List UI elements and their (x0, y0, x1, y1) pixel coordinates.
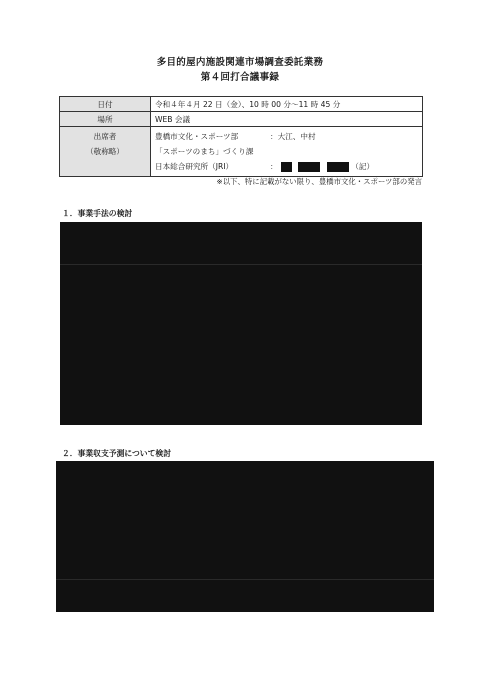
redacted-block-1 (60, 222, 422, 425)
document-subtitle: 第４回打合議事録 (200, 72, 280, 83)
attendee-line-2 (155, 144, 418, 159)
attendee-line-1 (155, 129, 418, 144)
attendee-line-3 (155, 159, 418, 174)
meeting-info-table (59, 96, 423, 177)
redaction-mark (298, 162, 320, 172)
section-heading-2: ２．事業収支予測について検討 (62, 449, 171, 458)
section-heading-1: １．事業手法の検討 (62, 209, 133, 218)
attendee-separator-3: ： (270, 162, 278, 171)
attendees-label: 出席者 (93, 132, 117, 141)
redaction-mark (327, 162, 349, 172)
attendees-value-cell (151, 127, 423, 177)
document-title: 多目的屋内施設関連市場調査委託業務 (156, 57, 324, 68)
redacted-block-2 (56, 461, 434, 612)
date-label: 日付 (60, 97, 151, 112)
place-label: 場所 (60, 112, 151, 127)
date-row (60, 97, 423, 112)
scan-band (56, 579, 434, 580)
attendee-org-1: 豊橋市文化・スポーツ部 (155, 132, 239, 141)
speaker-note: ※以下、特に記載がない限り、豊橋市文化・スポーツ部の発言 (216, 177, 422, 186)
attendee-org-3: 日本総合研究所（JRI） (155, 162, 234, 171)
place-row (60, 112, 423, 127)
place-value: WEB 会議 (151, 112, 423, 127)
date-value: 令和４年４月 22 日（金）、10 時 00 分～11 時 45 分 (151, 97, 423, 112)
attendees-label-cell (60, 127, 151, 177)
redaction-mark (281, 162, 292, 172)
attendees-row (60, 127, 423, 177)
attendees-label-note: （敬称略） (86, 147, 124, 156)
attendee-names-3 (270, 159, 374, 174)
attendee-names-1: ：大江、中村 (270, 132, 316, 141)
scan-band (60, 264, 422, 265)
attendee-note-3: （記） (351, 162, 375, 171)
attendee-org-2: 「スポーツのまち」づくり課 (155, 147, 254, 156)
